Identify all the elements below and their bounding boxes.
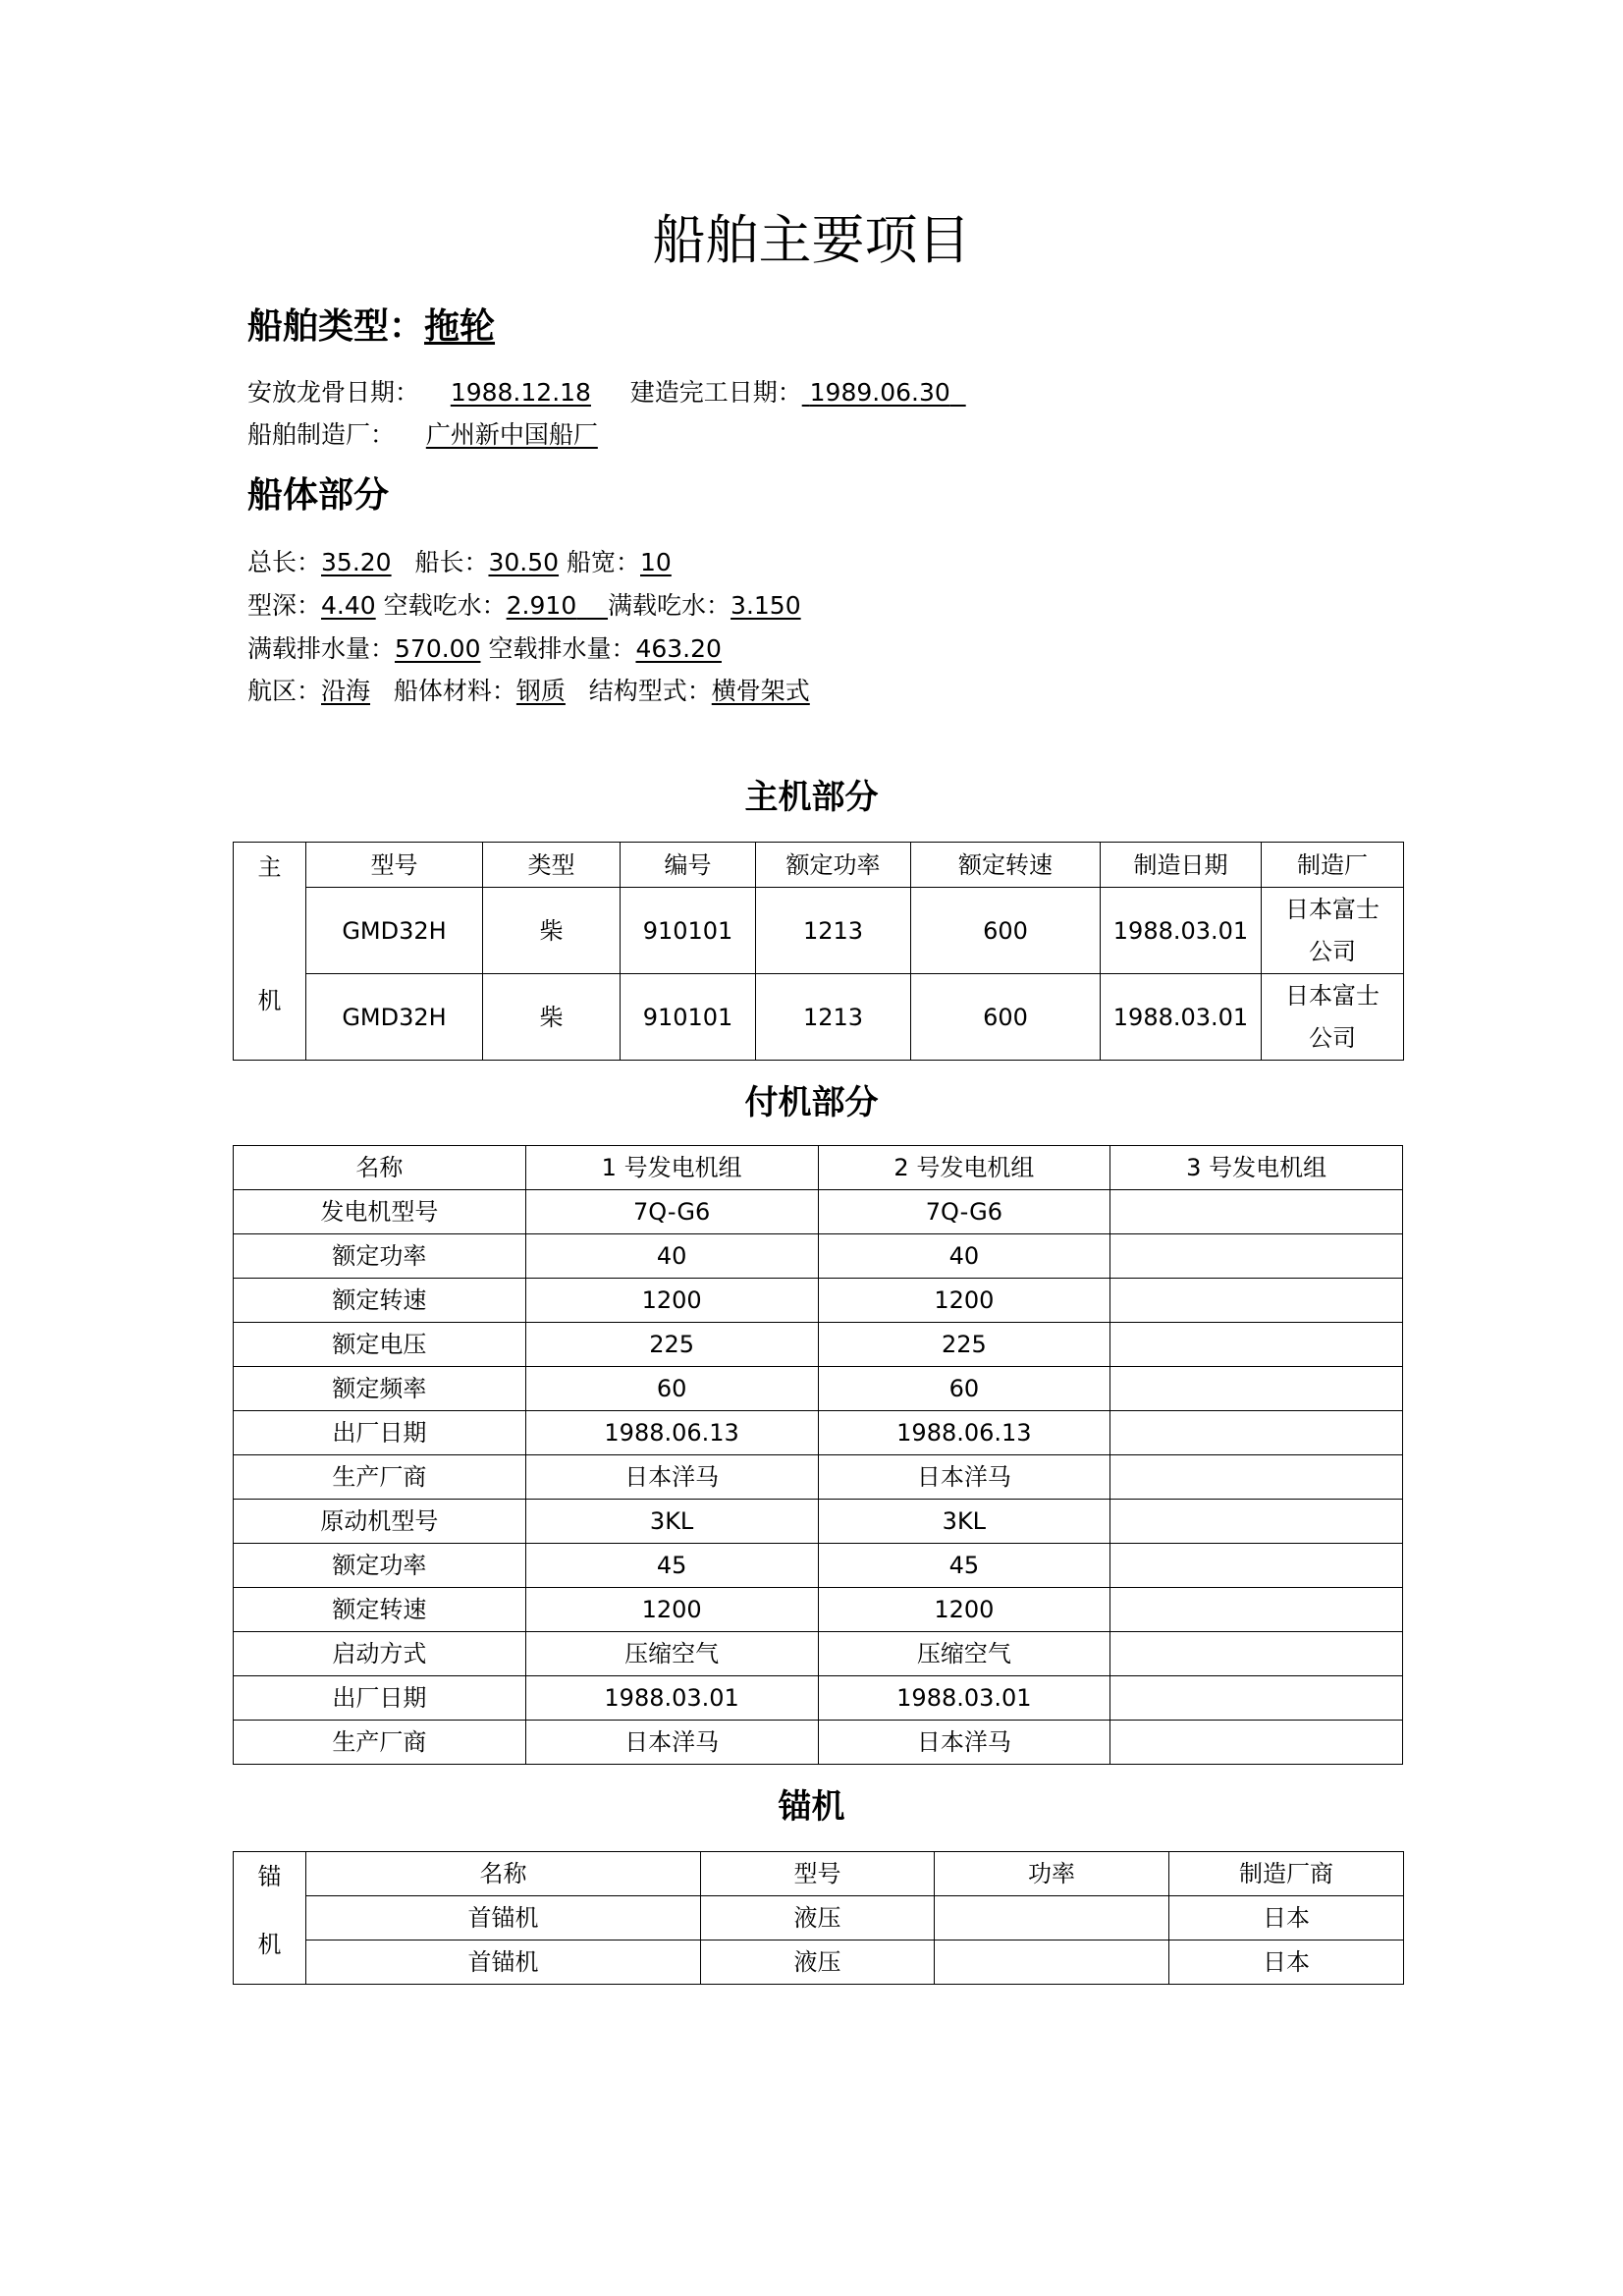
table-row [234,1896,1404,1941]
value-cell: 日本洋马 [818,1721,1110,1765]
windlass-heading: 锚机 [778,1787,845,1827]
builder-value: 广州新中国船厂 [425,420,598,449]
model-cell: 液压 [701,1896,935,1941]
serial-cell: 910101 [621,888,756,974]
table-row [234,1676,1403,1721]
table-row [234,1411,1403,1455]
value-cell: 日本洋马 [818,1455,1110,1500]
hull-line-4: 航区：沿海 船体材料：钢质 结构型式：横骨架式 [247,677,810,705]
table-row [234,1632,1403,1676]
full-draft-value: 3.150 [730,591,801,620]
type-cell: 柴 [483,888,621,974]
header-cell: 额定转速 [911,843,1101,888]
row-label-cell: 额定功率 [234,1544,526,1588]
table-row [234,1323,1403,1367]
page-title: 船舶主要项目 [652,209,971,271]
value-cell: 1988.03.01 [525,1676,818,1721]
beam-value: 10 [640,548,672,576]
table-row [234,1544,1403,1588]
value-cell: 1200 [525,1279,818,1323]
table-row [234,888,1404,974]
builder-label: 船舶制造厂： [247,420,396,449]
value-cell: 45 [525,1544,818,1588]
row-label-cell: 额定转速 [234,1588,526,1632]
light-displacement-value: 463.20 [635,634,722,663]
header-cell: 类型 [483,843,621,888]
table-row [234,1721,1403,1765]
table-row [234,974,1404,1061]
table-row [234,1588,1403,1632]
main-engine-table [233,842,1404,1061]
hull-line-2: 型深：4.40 空载吃水：2.910 满载吃水：3.150 [247,591,801,620]
ship-length-value: 30.50 [488,548,560,576]
value-cell: 1200 [525,1588,818,1632]
hull-heading: 船体部分 [247,475,390,516]
row-label-cell: 启动方式 [234,1632,526,1676]
ship-type-line [247,302,495,352]
value-cell [1110,1279,1403,1323]
value-cell: 1200 [818,1279,1110,1323]
maker-cell: 日本富士公司 [1262,974,1404,1061]
header-cell: 编号 [621,843,756,888]
table-row [234,1190,1403,1234]
table-row [234,1234,1403,1279]
table-row [234,1455,1403,1500]
type-cell: 柴 [483,974,621,1061]
header-cell: 型号 [306,843,483,888]
row-label-cell: 额定电压 [234,1323,526,1367]
ship-type-label: 船舶类型： [247,306,425,347]
value-cell: 1988.06.13 [818,1411,1110,1455]
complete-date-value: 1989.06.30 [809,378,950,407]
value-cell: 1988.06.13 [525,1411,818,1455]
header-cell: 2 号发电机组 [818,1146,1110,1190]
value-cell: 1988.03.01 [818,1676,1110,1721]
date-cell: 1988.03.01 [1101,974,1262,1061]
power-cell: 1213 [756,888,911,974]
value-cell: 日本洋马 [525,1455,818,1500]
header-cell: 功率 [935,1852,1169,1896]
aux-engine-table [233,1145,1403,1765]
serial-cell: 910101 [621,974,756,1061]
value-cell [1110,1500,1403,1544]
model-cell: 液压 [701,1941,935,1985]
header-cell: 制造日期 [1101,843,1262,888]
name-cell: 首锚机 [306,1896,701,1941]
speed-cell: 600 [911,888,1101,974]
navigation-area-value: 沿海 [321,677,371,705]
complete-date-label: 建造完工日期： [629,378,802,407]
value-cell [1110,1411,1403,1455]
keel-date-label: 安放龙骨日期： [247,378,420,407]
header-cell: 3 号发电机组 [1110,1146,1403,1190]
model-cell: GMD32H [306,888,483,974]
full-displacement-value: 570.00 [395,634,481,663]
value-cell: 压缩空气 [818,1632,1110,1676]
header-cell: 型号 [701,1852,935,1896]
ship-type-value: 拖轮 [424,306,496,347]
value-cell [1110,1367,1403,1411]
power-cell [935,1941,1169,1985]
value-cell [1110,1721,1403,1765]
value-cell: 60 [818,1367,1110,1411]
structure-type-value: 横骨架式 [711,677,810,705]
value-cell: 3KL [818,1500,1110,1544]
table-row [234,1500,1403,1544]
dates-line [247,373,966,412]
header-cell: 1 号发电机组 [525,1146,818,1190]
maker-cell: 日本 [1169,1896,1404,1941]
table-row [234,1941,1404,1985]
value-cell: 7Q-G6 [525,1190,818,1234]
maker-cell: 日本富士公司 [1262,888,1404,974]
value-cell [1110,1455,1403,1500]
row-label-cell: 生产厂商 [234,1721,526,1765]
value-cell: 45 [818,1544,1110,1588]
model-cell: GMD32H [306,974,483,1061]
speed-cell: 600 [911,974,1101,1061]
windlass-table [233,1851,1404,1985]
hull-material-value: 钢质 [515,677,566,705]
row-label-cell: 额定功率 [234,1234,526,1279]
value-cell [1110,1323,1403,1367]
value-cell: 7Q-G6 [818,1190,1110,1234]
value-cell: 40 [525,1234,818,1279]
main-engine-side-label: 主 机 [234,843,306,1061]
date-cell: 1988.03.01 [1101,888,1262,974]
name-cell: 首锚机 [306,1941,701,1985]
row-label-cell: 额定频率 [234,1367,526,1411]
builder-line [247,415,598,455]
hull-line-3: 满载排水量：570.00 空载排水量：463.20 [247,634,722,663]
value-cell [1110,1234,1403,1279]
windlass-side-label: 锚 机 [234,1852,306,1985]
overall-length-value: 35.20 [321,548,392,576]
value-cell: 1200 [818,1588,1110,1632]
row-label-cell: 出厂日期 [234,1411,526,1455]
value-cell: 40 [818,1234,1110,1279]
value-cell [1110,1190,1403,1234]
keel-date-value: 1988.12.18 [450,378,591,407]
value-cell [1110,1632,1403,1676]
value-cell [1110,1544,1403,1588]
header-cell: 名称 [234,1146,526,1190]
row-label-cell: 生产厂商 [234,1455,526,1500]
header-cell: 制造厂商 [1169,1852,1404,1896]
table-row [234,1367,1403,1411]
value-cell: 225 [525,1323,818,1367]
value-cell: 压缩空气 [525,1632,818,1676]
value-cell [1110,1676,1403,1721]
value-cell: 3KL [525,1500,818,1544]
table-row [234,1279,1403,1323]
header-cell: 名称 [306,1852,701,1896]
header-cell: 额定功率 [756,843,911,888]
row-label-cell: 发电机型号 [234,1190,526,1234]
main-engine-heading: 主机部分 [744,778,879,817]
light-draft-value: 2.910 [506,591,577,620]
value-cell: 225 [818,1323,1110,1367]
value-cell [1110,1588,1403,1632]
depth-value: 4.40 [321,591,376,620]
row-label-cell: 原动机型号 [234,1500,526,1544]
value-cell: 日本洋马 [525,1721,818,1765]
maker-cell: 日本 [1169,1941,1404,1985]
aux-engine-heading: 付机部分 [744,1083,879,1122]
power-cell: 1213 [756,974,911,1061]
header-cell: 制造厂 [1262,843,1404,888]
row-label-cell: 额定转速 [234,1279,526,1323]
value-cell: 60 [525,1367,818,1411]
power-cell [935,1896,1169,1941]
hull-line-1: 总长：35.20 船长：30.50 船宽：10 [247,548,672,576]
row-label-cell: 出厂日期 [234,1676,526,1721]
